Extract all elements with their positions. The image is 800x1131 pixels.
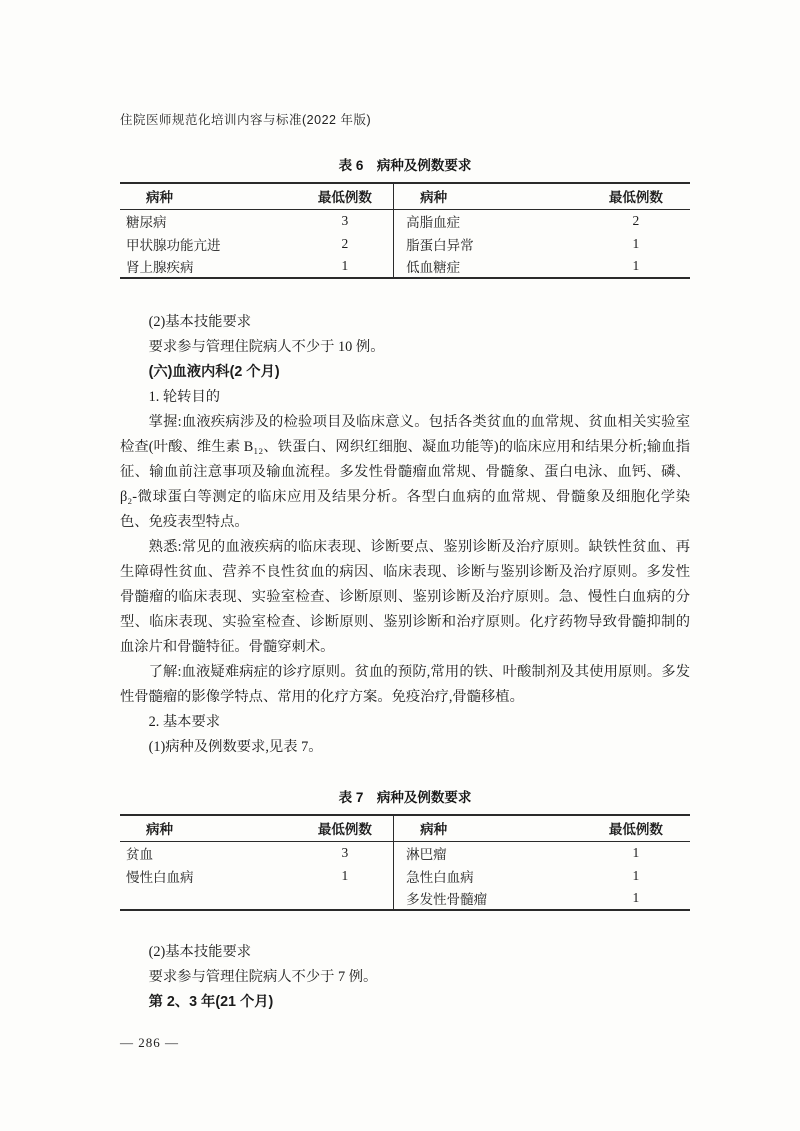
table-cell-min-cases: 3: [297, 209, 394, 232]
table-row: [120, 864, 690, 887]
paragraph-familiar-requirements: 熟悉:常见的血液疾病的临床表现、诊断要点、鉴别诊断及治疗原则。缺铁性贫血、再生障碍性贫血、营养不良性贫血的病因、临床表现、诊断与鉴别诊断及治疗原则。多发性骨髓瘤的临床表现、实验室检查、诊断原则、鉴别诊断及治疗原则。急、慢性白血病的分型、临床表现、实验室检查、诊断原则、鉴别诊断和治疗原则。化疗药物导致骨髓抑制的血涂片和骨髓特征。骨髓穿刺术。: [120, 539, 690, 655]
heading-hematology-section: (六)血液内科(2 个月): [148, 364, 280, 380]
table-cell-disease: 急性白血病: [406, 869, 474, 885]
table6-col-header-disease-right: 病种: [420, 190, 448, 206]
paragraph-master-requirements: 掌握:血液疾病涉及的检验项目及临床意义。包括各类贫血的血常规、贫血相关实验室检查(叶酸、维生素 B₁₂、铁蛋白、网织红细胞、凝血功能等)的临床应用和结果分析;输血指征、输血前注意事项及输血流程。多发性骨髓瘤血常规、骨髓象、蛋白电泳、血钙、磷、β₂-微球蛋白等测定的临床应用及结果分析。各型白血病的血常规、骨髓象及细胞化学染色、免疫表型特点。: [120, 414, 690, 530]
paragraph-rotation-purpose: 1. 轮转目的: [148, 389, 221, 405]
table6-col-header-disease-left: 病种: [146, 190, 173, 206]
heading-years-2-3: 第 2、3 年(21 个月): [148, 994, 274, 1010]
table-cell-disease: 贫血: [126, 846, 153, 862]
table6-disease-cases: [120, 182, 690, 279]
paragraph-case-requirements: (1)病种及例数要求,见表 7。: [148, 739, 323, 755]
table7-col-header-min-cases-left: 最低例数: [297, 815, 394, 841]
table-cell-min-cases: 2: [297, 232, 394, 255]
table-cell-disease: 高脂血症: [406, 214, 461, 230]
body-text-block-1: [120, 310, 690, 760]
table-row: [120, 209, 690, 232]
table-cell-min-cases: 1: [632, 258, 640, 273]
table-cell-disease: 脂蛋白异常: [406, 237, 474, 253]
paragraph-basic-skills-2: (2)基本技能要求: [148, 944, 252, 960]
paragraph-patient-count-2: 要求参与管理住院病人不少于 7 例。: [148, 969, 378, 985]
table-row: [120, 841, 690, 864]
table7-header-row: [120, 815, 690, 841]
table-cell-disease: 糖尿病: [126, 214, 167, 230]
table-row: [120, 255, 690, 278]
table-cell-disease: 慢性白血病: [126, 869, 194, 885]
table-row: [120, 887, 690, 910]
running-header: 住院医师规范化培训内容与标准(2022 年版): [120, 113, 372, 127]
table-cell-min-cases: 1: [632, 844, 640, 860]
table6-col-header-min-cases-left: 最低例数: [297, 183, 394, 209]
table7-col-header-disease-right: 病种: [420, 822, 448, 838]
table6-caption: 表 6 病种及例数要求: [338, 158, 472, 173]
page-content: [120, 0, 690, 1051]
table7-col-header-min-cases-right: 最低例数: [608, 822, 663, 838]
table7-disease-cases: [120, 814, 690, 911]
table-cell-min-cases: 1: [297, 864, 394, 887]
table-cell-min-cases: 1: [632, 235, 640, 251]
table-cell-disease: 肾上腺疾病: [126, 260, 194, 275]
paragraph-basic-requirements: 2. 基本要求: [148, 714, 221, 730]
table-cell-disease: 淋巴瘤: [406, 846, 447, 862]
table-cell-disease: 多发性骨髓瘤: [406, 892, 488, 907]
table-cell-min-cases: 1: [632, 867, 640, 883]
table7-caption: 表 7 病种及例数要求: [338, 790, 472, 805]
table-cell-min-cases: 2: [632, 212, 640, 228]
table6-col-header-min-cases-right: 最低例数: [608, 190, 663, 206]
table-cell-min-cases: 1: [297, 255, 394, 278]
table7-col-header-disease-left: 病种: [146, 822, 173, 838]
table-cell-disease: 低血糖症: [406, 260, 461, 275]
table-cell-disease: 甲状腺功能亢进: [126, 237, 221, 253]
table-cell-disease: [120, 887, 297, 910]
table-row: [120, 232, 690, 255]
table-cell-min-cases: [297, 887, 394, 910]
paragraph-basic-skills-1: (2)基本技能要求: [148, 314, 252, 330]
paragraph-patient-count-1: 要求参与管理住院病人不少于 10 例。: [148, 339, 385, 355]
table-cell-min-cases: 1: [632, 890, 640, 905]
paragraph-understand-requirements: 了解:血液疑难病症的诊疗原则。贫血的预防,常用的铁、叶酸制剂及其使用原则。多发性骨髓瘤的影像学特点、常用的化疗方案。免疫治疗,骨髓移植。: [120, 664, 690, 705]
body-text-block-2: [120, 940, 690, 1015]
table6-header-row: [120, 183, 690, 209]
table-cell-min-cases: 3: [297, 841, 394, 864]
page-number: — 286 —: [120, 1035, 179, 1050]
